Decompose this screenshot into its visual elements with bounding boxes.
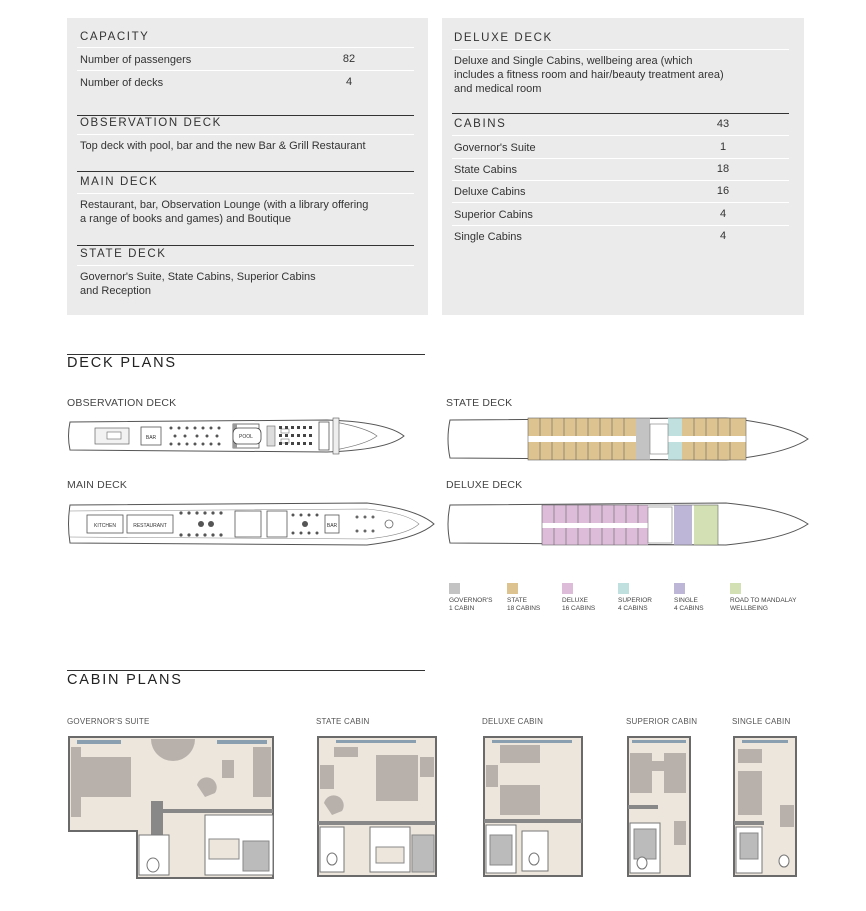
cabin-row-label: Single Cabins [454,231,522,243]
divider [77,245,414,246]
main-deck-heading: MAIN DECK [80,176,159,188]
observation-deck-caption: OBSERVATION DECK [67,397,177,409]
observation-deck-text: Top deck with pool, bar and the new Bar & Grill Restaurant [80,140,366,152]
cabin-row-value: 18 [716,163,730,175]
deluxe-deck-plan [446,497,811,551]
ship-info-panel-right [442,18,804,315]
cabin-row-label: Deluxe Cabins [454,186,526,198]
divider [452,49,789,50]
legend-label: DELUXE 16 CABINS [562,597,596,612]
pool-label: POOL [239,434,253,440]
cabins-heading: CABINS [454,118,507,130]
capacity-row-label: Number of decks [80,77,164,89]
cabin-plans-title: CABIN PLANS [67,672,183,688]
capacity-row-value: 82 [342,53,356,65]
governors-suite-plan [67,735,275,880]
deck-plans-title: DECK PLANS [67,355,177,371]
divider [77,115,414,116]
cabins-total: 43 [716,118,730,130]
observation-deck-plan [67,414,407,458]
section-rule [67,670,425,671]
legend-swatch [507,583,518,594]
cabin-row-value: 16 [716,185,730,197]
cabin-row-value: 4 [719,230,727,242]
cabin-row-label: State Cabins [454,164,517,176]
governors-suite-caption: GOVERNOR'S SUITE [67,717,150,726]
legend-item-wellbeing [725,583,815,612]
legend-label: SUPERIOR 4 CABINS [618,597,652,612]
main-deck-text-line: Restaurant, bar, Observation Lounge (with a library offering [80,199,369,211]
state-deck-text-line: Governor's Suite, State Cabins, Superior Cabins [80,271,316,283]
state-cabin-caption: STATE CABIN [316,717,370,726]
legend-swatch [562,583,573,594]
main-deck-caption: MAIN DECK [67,479,128,491]
capacity-row-value: 4 [345,76,353,88]
single-cabin-caption: SINGLE CABIN [732,717,791,726]
cabin-row-label: Governor's Suite [454,142,536,154]
kitchen-label: KITCHEN [94,523,116,529]
divider [452,113,789,114]
legend-swatch [674,583,685,594]
legend-label: ROAD TO MANDALAY WELLBEING [730,597,797,612]
divider [77,193,414,194]
divider [77,70,414,71]
observation-deck-heading: OBSERVATION DECK [80,117,222,129]
divider [77,171,414,172]
deluxe-deck-caption: DELUXE DECK [446,479,523,491]
superior-cabin-caption: SUPERIOR CABIN [626,717,698,726]
bar-label: BAR [326,523,338,529]
divider [452,158,789,159]
legend-label: STATE 18 CABINS [507,597,541,612]
deluxe-deck-text-line: and medical room [454,83,542,95]
state-deck-heading: STATE DECK [80,248,167,260]
divider [452,180,789,181]
divider [77,265,414,266]
deluxe-deck-text-line: Deluxe and Single Cabins, wellbeing area (which [454,55,693,67]
divider [452,225,789,226]
state-deck-caption: STATE DECK [446,397,513,409]
divider [452,135,789,136]
cabin-row-value: 1 [719,141,727,153]
capacity-row-label: Number of passengers [80,54,192,66]
bar-label: BAR [145,435,157,441]
state-deck-plan [446,414,811,464]
ship-info-panel-left [67,18,428,315]
cabin-row-value: 4 [719,208,727,220]
legend-swatch [449,583,460,594]
deluxe-deck-text-line: includes a fitness room and hair/beauty treatment area) [454,69,724,81]
deluxe-cabin-plan [482,735,584,878]
deluxe-deck-heading: DELUXE DECK [454,32,553,44]
restaurant-label: RESTAURANT [133,523,167,529]
single-cabin-plan [732,735,798,878]
divider [452,202,789,203]
cabin-row-label: Superior Cabins [454,209,533,221]
legend-swatch [618,583,629,594]
divider [77,47,414,48]
state-cabin-plan [316,735,438,878]
main-deck-text-line: a range of books and games) and Boutique [80,213,291,225]
capacity-heading: CAPACITY [80,31,150,43]
main-deck-plan [67,497,437,551]
state-deck-text-line: and Reception [80,285,151,297]
superior-cabin-plan [626,735,692,878]
divider [77,134,414,135]
legend-label: GOVERNOR'S 1 CABIN [449,597,493,612]
legend-swatch [730,583,741,594]
legend-label: SINGLE 4 CABINS [674,597,704,612]
deluxe-cabin-caption: DELUXE CABIN [482,717,544,726]
